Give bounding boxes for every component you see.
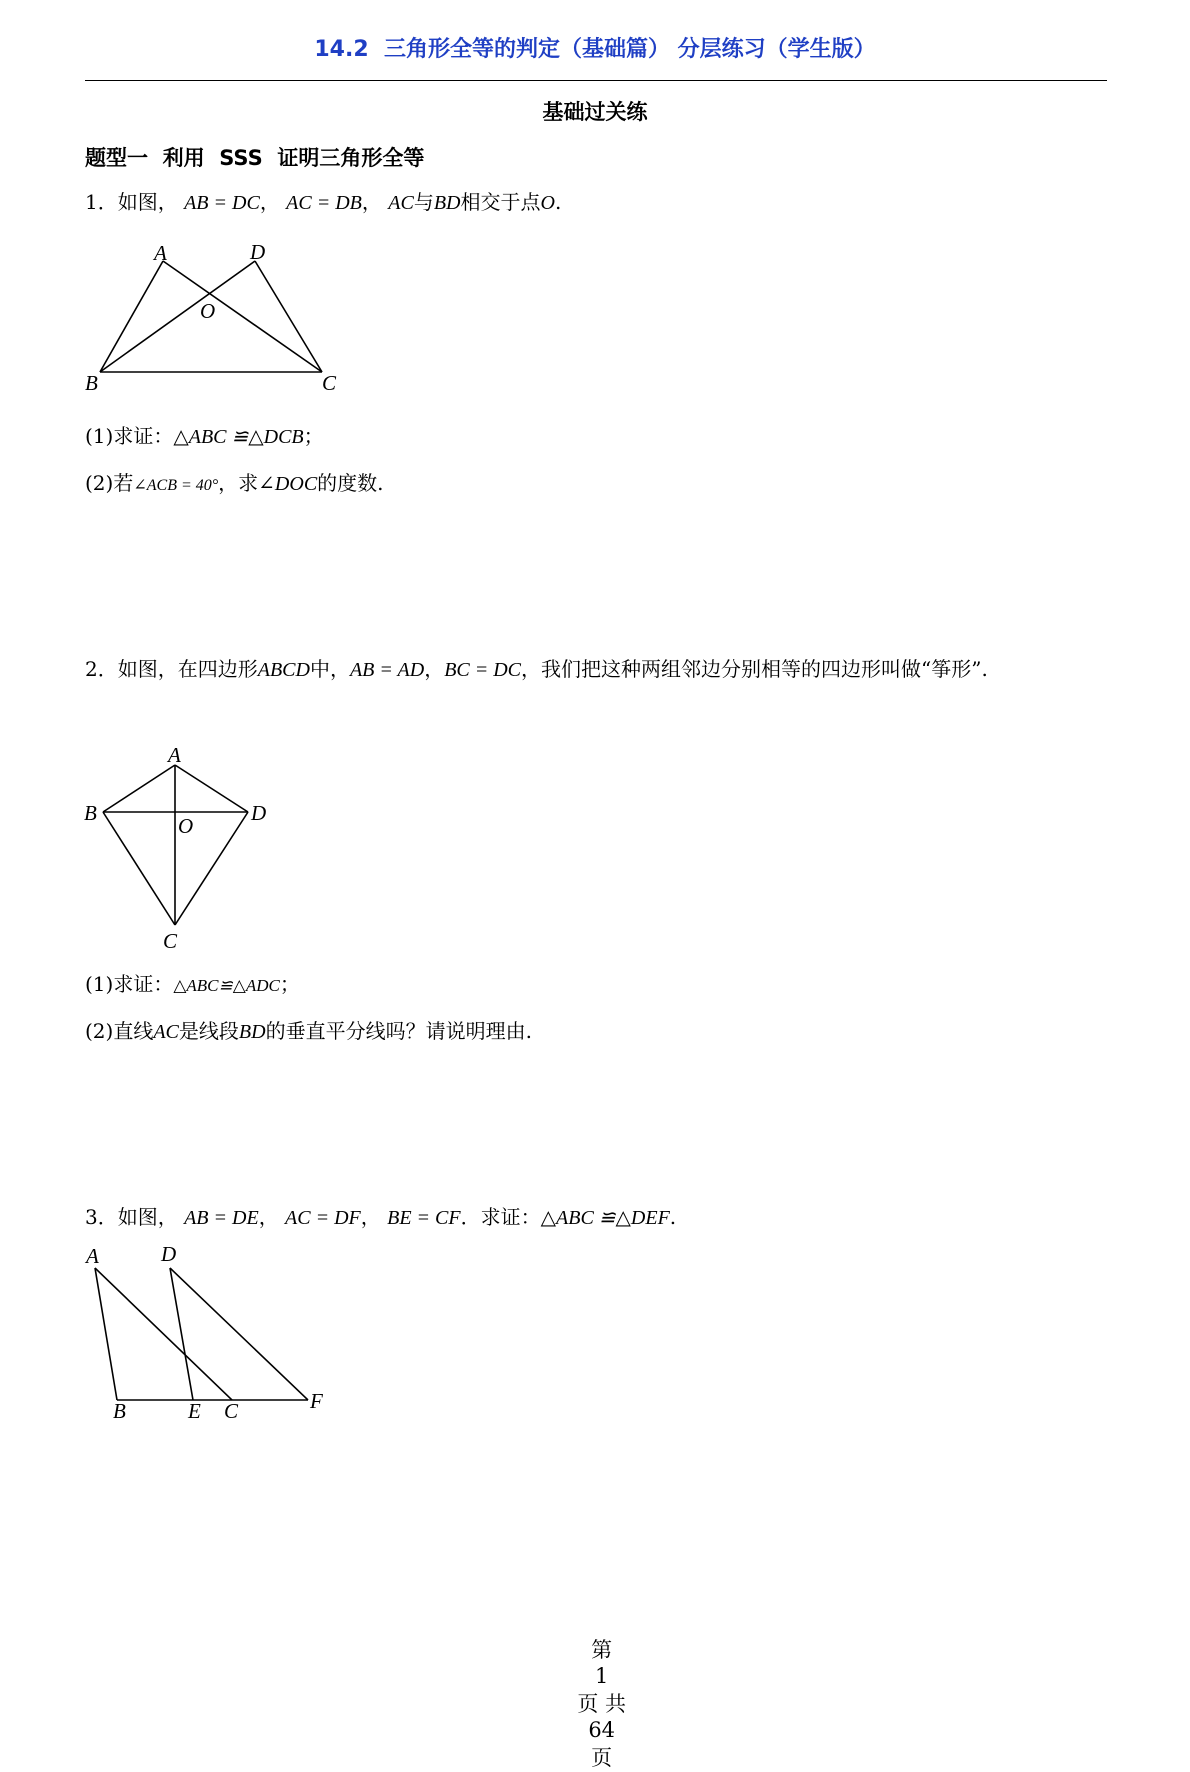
problem-2-part-2: (2)直线AC是线段BD的垂直平分线吗？请说明理由.: [85, 1019, 532, 1043]
label-D: D: [251, 801, 267, 825]
problem-1-stem: 1．如图， AB = DC， AC = DB， AC与BD相交于点O.: [85, 190, 562, 214]
problem-1-part-1: (1)求证：△ABC ≌△DCB；: [85, 424, 324, 448]
label-E: E: [188, 1399, 201, 1423]
total-pages: 64: [588, 1718, 616, 1742]
math: AC = DF: [285, 1207, 361, 1229]
math: AB = DC: [184, 192, 260, 214]
problem-number: 2．: [85, 657, 118, 681]
problem-3-stem: 3．如图， AB = DE， AC = DF， BE = CF．求证：△ABC ≌△DEF.: [85, 1205, 677, 1229]
label-B: B: [113, 1399, 126, 1423]
math: AC = DB: [286, 192, 362, 214]
label-B: B: [84, 801, 97, 825]
label-O: O: [178, 814, 194, 838]
label-C: C: [163, 929, 178, 953]
label-D: D: [250, 240, 266, 264]
problem-number: 3．: [85, 1205, 118, 1229]
label-D: D: [161, 1242, 177, 1266]
problem-1-part-2: (2)若∠ACB = 40°，求∠DOC的度数.: [85, 471, 384, 495]
math: ABCD: [257, 659, 310, 681]
page-number: 1: [594, 1664, 609, 1688]
label-B: B: [85, 371, 98, 395]
section-heading: 基础过关练: [542, 100, 648, 124]
math: O: [540, 192, 555, 214]
problem-2-stem: 2．如图，在四边形ABCD中，AB = AD，BC = DC，我们把这种两组邻边分别相等的四边形叫做“筝形”.: [85, 657, 988, 681]
label-A: A: [154, 241, 167, 265]
math: AC: [388, 192, 414, 214]
problem-number: 1．: [85, 190, 118, 214]
label-A: A: [86, 1244, 99, 1268]
math: BE = CF: [387, 1207, 461, 1229]
page-footer: 第 1 页 共 64 页: [577, 1638, 627, 1770]
math: △ABC≌△ADC: [173, 976, 280, 995]
problem-2-part-1: (1)求证：△ABC≌△ADC；: [85, 972, 300, 996]
math: AB = DE: [184, 1207, 259, 1229]
math: BD: [238, 1021, 266, 1043]
math: AB = AD: [349, 659, 425, 681]
math: ∠ACB = 40°: [133, 477, 219, 494]
type-heading: 题型一 利用 SSS 证明三角形全等: [85, 146, 425, 170]
math: AC: [153, 1021, 179, 1043]
math: △ABC ≌△DEF: [540, 1207, 670, 1229]
math: BC = DC: [444, 659, 522, 681]
label-C: C: [322, 371, 337, 395]
math: BD: [433, 192, 461, 214]
math: △ABC ≌△DCB: [173, 426, 304, 448]
label-A: A: [168, 743, 181, 767]
label-F: F: [310, 1389, 323, 1413]
label-O: O: [200, 299, 216, 323]
math: ∠DOC: [258, 473, 318, 495]
document-title: 14.2 三角形全等的判定（基础篇） 分层练习（学生版）: [314, 37, 876, 62]
label-C: C: [224, 1399, 239, 1423]
